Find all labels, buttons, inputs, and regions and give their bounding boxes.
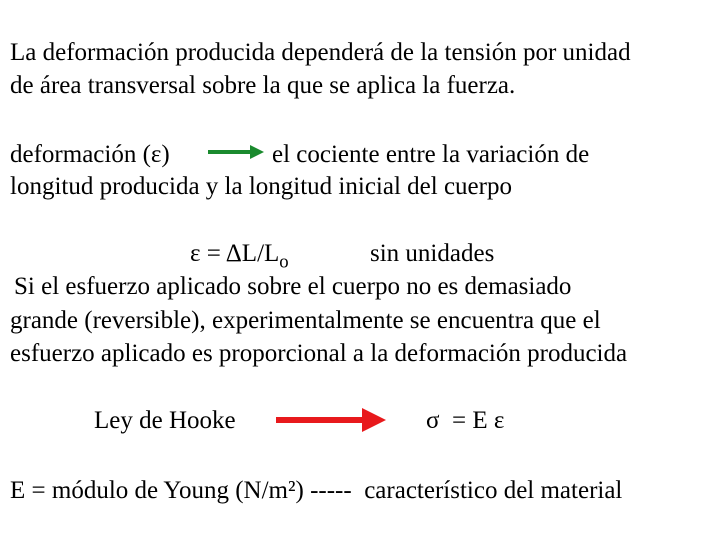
paragraph1-line1: La deformación producida dependerá de la tensión por unidad bbox=[10, 39, 631, 66]
strain-formula-lhs: ε = ΔL/L bbox=[190, 240, 280, 267]
definition-term: deformación (ε) bbox=[10, 141, 170, 168]
arrow-head bbox=[250, 145, 264, 159]
right-arrow-icon bbox=[208, 145, 264, 159]
hooke-label: Ley de Hooke bbox=[94, 407, 236, 434]
definition-rest-line1: el cociente entre la variación de bbox=[272, 141, 590, 168]
hooke-equation: σ = E ε bbox=[426, 407, 505, 434]
arrow-shaft bbox=[208, 150, 252, 154]
paragraph1-line2: de área transversal sobre la que se aplica la fuerza. bbox=[10, 72, 516, 99]
arrow-shaft bbox=[276, 417, 368, 423]
definition-line2: longitud producida y la longitud inicial del cuerpo bbox=[10, 173, 512, 200]
paragraph2-line1: Si el esfuerzo aplicado sobre el cuerpo no es demasiado bbox=[14, 273, 572, 300]
right-arrow-icon bbox=[276, 408, 386, 432]
paragraph2-line3: esfuerzo aplicado es proporcional a la deformación producida bbox=[10, 340, 628, 367]
young-modulus-line: E = módulo de Young (N/m²) ----- característico del material bbox=[10, 477, 623, 504]
formula-note: sin unidades bbox=[370, 240, 495, 267]
paragraph2-line2: grande (reversible), experimentalmente se encuentra que el bbox=[10, 307, 601, 334]
strain-formula-subscript: o bbox=[279, 251, 289, 273]
strain-formula bbox=[190, 240, 289, 273]
arrow-head bbox=[362, 408, 386, 432]
